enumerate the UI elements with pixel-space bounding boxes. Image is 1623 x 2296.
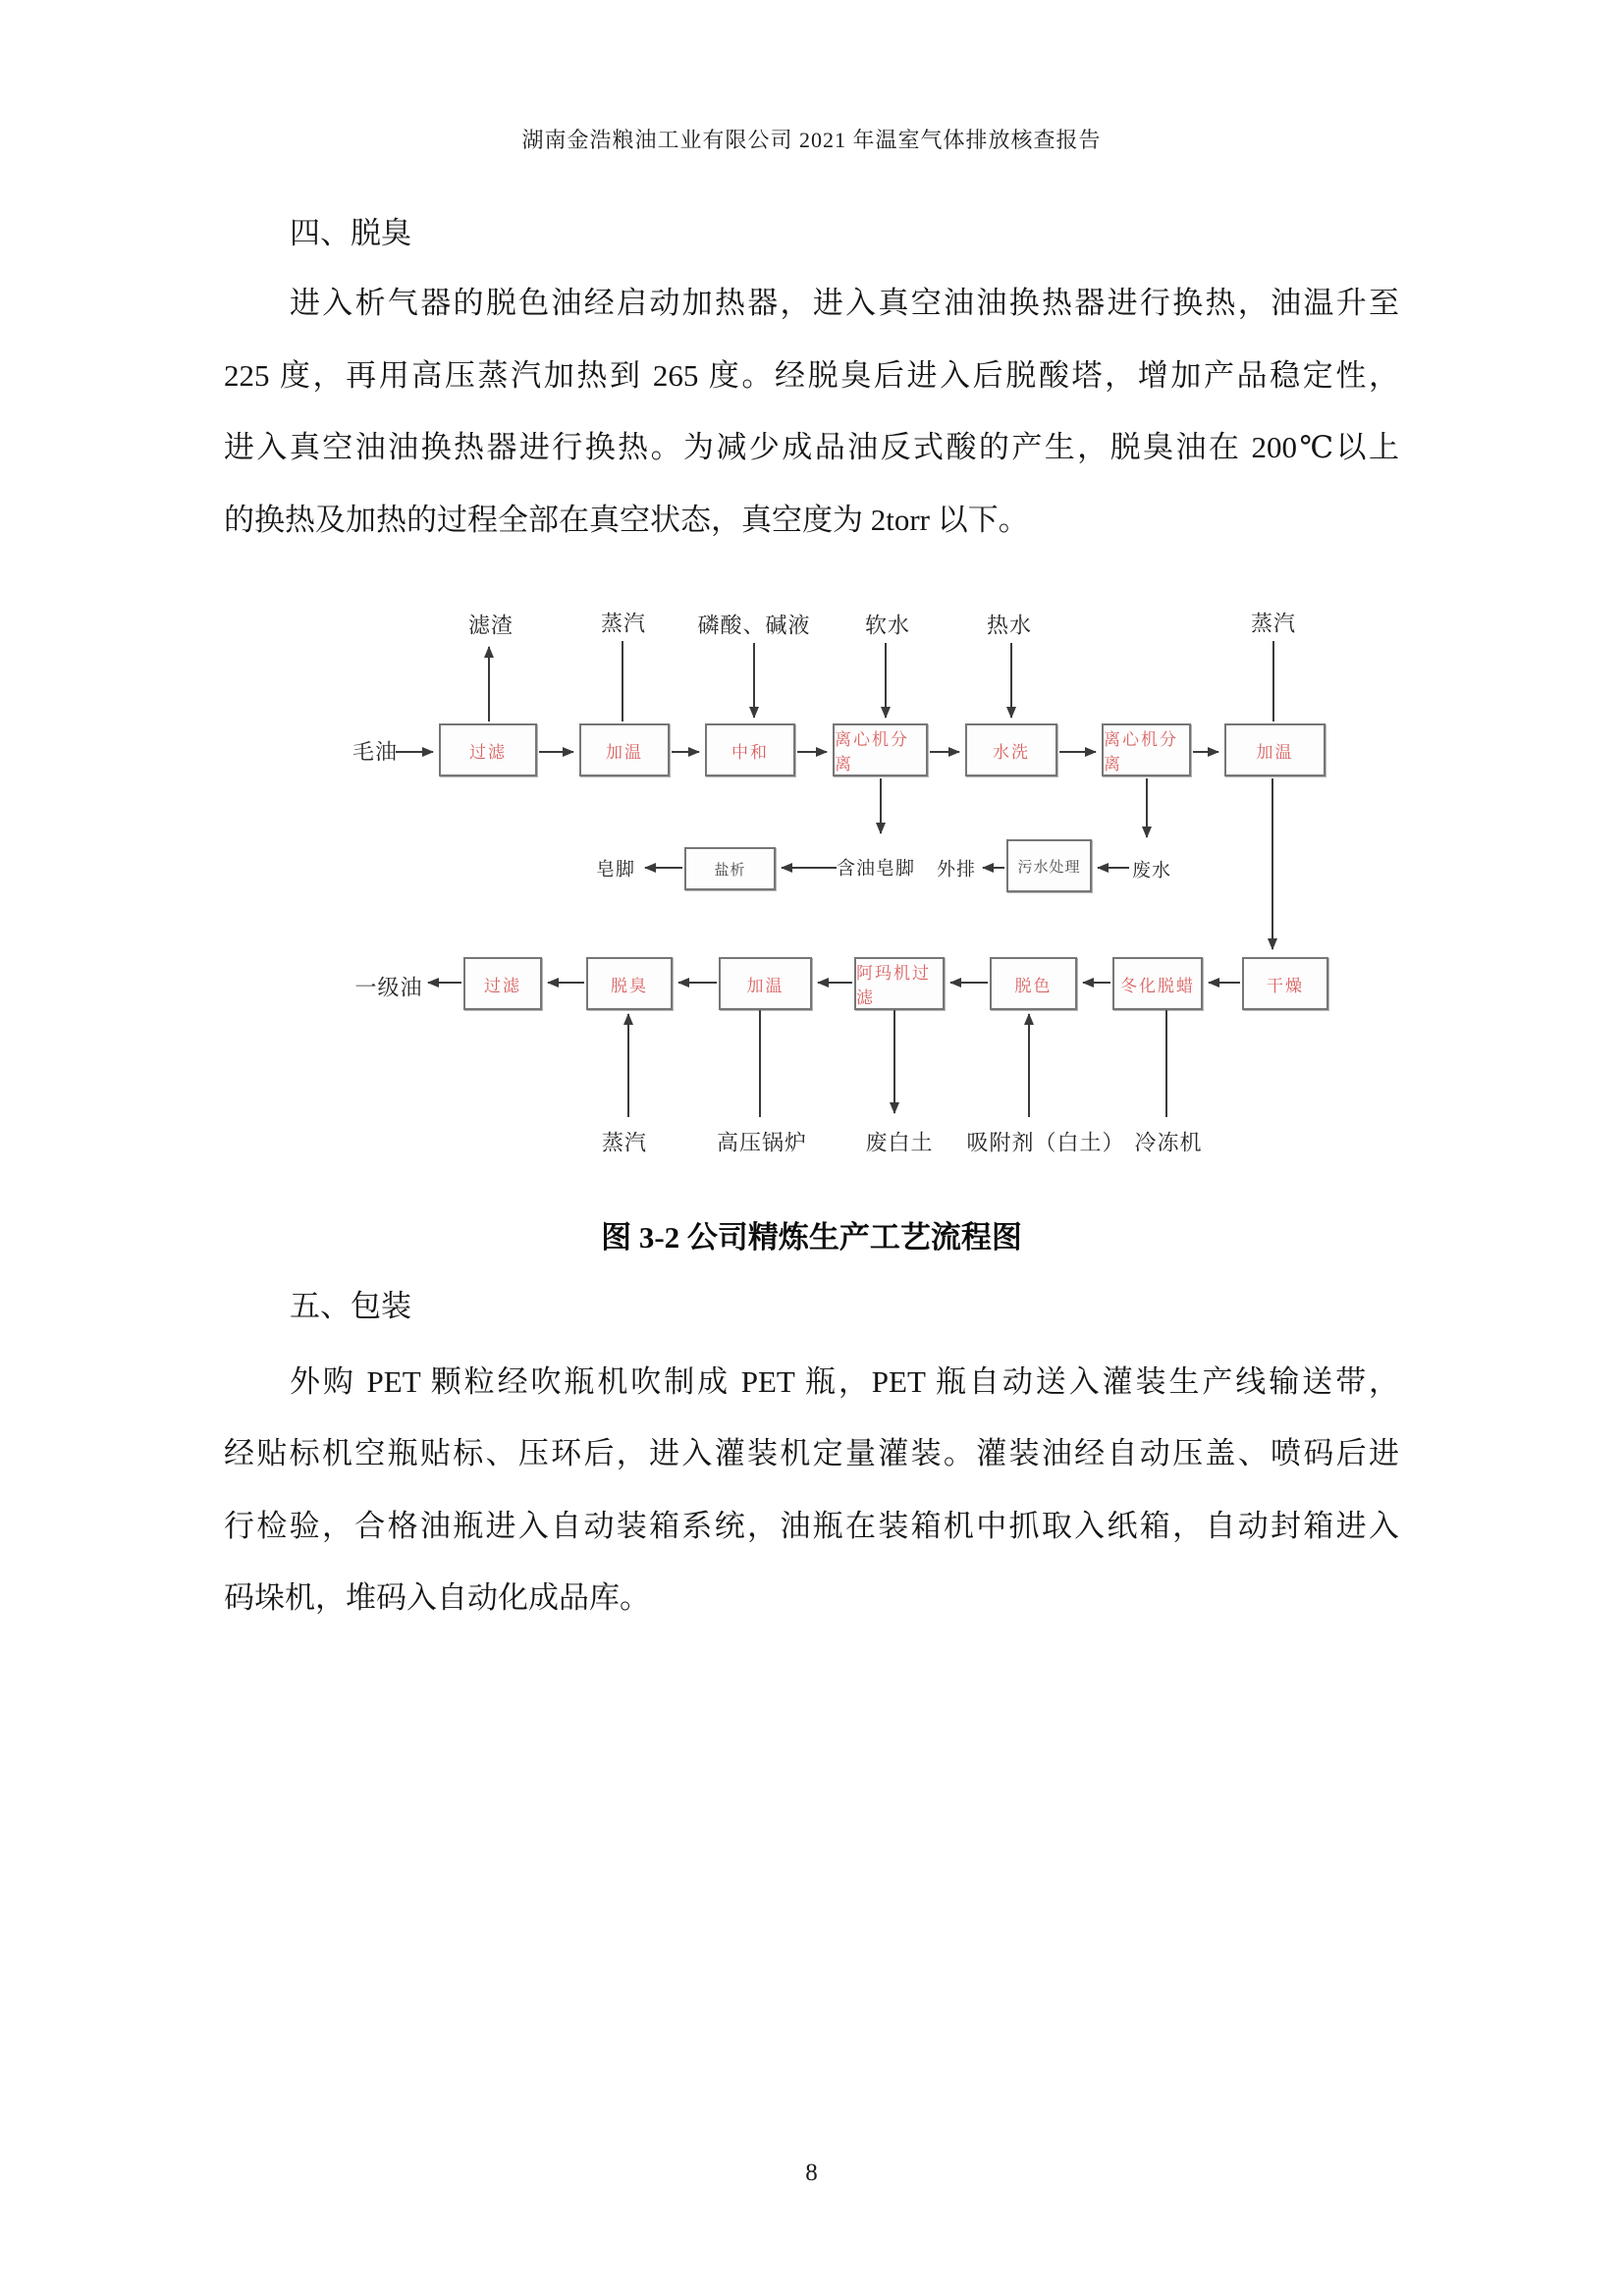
section5-line-4: 码垛机，堆码入自动化成品库。 (224, 1580, 650, 1615)
flow-label-filter-residue: 滤渣 (467, 613, 514, 638)
refining-process-flowchart (334, 594, 1345, 1168)
flow-node-deodorization: 脱臭 (586, 957, 673, 1010)
section4-line-3: 进入真空油油换热器进行换热。为减少成品油反式酸的产生，脱臭油在 200℃以上 (224, 430, 1399, 464)
flow-node-centrifuge-1: 离心机分离 (833, 723, 928, 776)
flow-node-neutralization: 中和 (705, 723, 795, 776)
flowchart-connectors (334, 594, 1345, 1168)
flow-label-soapstock: 皂脚 (595, 859, 636, 881)
flow-label-adsorbent-clay: 吸附剂（白土） (966, 1130, 1125, 1155)
flow-node-heating-3: 加温 (719, 957, 812, 1010)
flow-label-first-grade-oil: 一级油 (354, 975, 423, 1000)
flow-node-salting-out: 盐析 (684, 847, 776, 890)
flow-node-centrifuge-2: 离心机分离 (1102, 723, 1191, 776)
flow-node-ama-filter: 阿玛机过滤 (854, 957, 945, 1010)
section4-heading: 四、脱臭 (290, 216, 411, 250)
flow-node-water-wash: 水洗 (965, 723, 1057, 776)
section4-line-1: 进入析气器的脱色油经启动加热器，进入真空油油换热器进行换热，油温升至 (290, 286, 1399, 320)
flow-node-winterization-dewax: 冬化脱蜡 (1112, 957, 1203, 1010)
flow-node-heating-1: 加温 (579, 723, 670, 776)
page-number: 8 (805, 2160, 818, 2186)
flow-label-waste-clay: 废白土 (865, 1130, 934, 1155)
flow-label-steam-3: 蒸汽 (601, 1130, 648, 1155)
flow-node-heating-2: 加温 (1224, 723, 1325, 776)
flow-node-drying: 干燥 (1242, 957, 1328, 1010)
flow-node-bleaching: 脱色 (990, 957, 1077, 1010)
flow-label-discharge: 外排 (936, 859, 977, 881)
section5-line-1: 外购 PET 颗粒经吹瓶机吹制成 PET 瓶，PET 瓶自动送入灌装生产线输送带， (290, 1364, 1399, 1399)
flow-label-hot-water: 热水 (986, 613, 1033, 638)
document-header: 湖南金浩粮油工业有限公司 2021 年温室气体排放核查报告 (521, 128, 1102, 152)
section4-line-4: 的换热及加热的过程全部在真空状态，真空度为 2torr 以下。 (224, 503, 1029, 537)
flow-label-steam-2: 蒸汽 (1250, 611, 1297, 636)
flow-node-filter-1: 过滤 (439, 723, 537, 776)
section4-line-2: 225 度，再用高压蒸汽加热到 265 度。经脱臭后进入后脱酸塔，增加产品稳定性， (224, 358, 1399, 393)
flow-label-freezer: 冷冻机 (1134, 1130, 1203, 1155)
flow-node-sewage-treatment: 污水处理 (1006, 839, 1092, 892)
flow-label-waste-water: 废水 (1131, 860, 1172, 881)
flow-label-phosphoric-acid-alkali: 磷酸、碱液 (697, 613, 811, 638)
flow-label-crude-oil: 毛油 (352, 739, 399, 765)
section5-line-2: 经贴标机空瓶贴标、压环后，进入灌装机定量灌装。灌装油经自动压盖、喷码后进 (224, 1436, 1399, 1470)
flow-label-oily-soapstock: 含油皂脚 (836, 858, 916, 880)
flow-node-filter-2: 过滤 (463, 957, 542, 1010)
section5-heading: 五、包装 (290, 1289, 411, 1323)
figure-caption: 图 3-2 公司精炼生产工艺流程图 (601, 1220, 1022, 1255)
flow-label-steam-1: 蒸汽 (600, 611, 647, 636)
section5-line-3: 行检验，合格油瓶进入自动装箱系统，油瓶在装箱机中抓取入纸箱，自动封箱进入 (224, 1509, 1399, 1543)
flow-label-soft-water: 软水 (864, 613, 911, 638)
flow-label-hp-boiler: 高压锅炉 (716, 1130, 808, 1155)
